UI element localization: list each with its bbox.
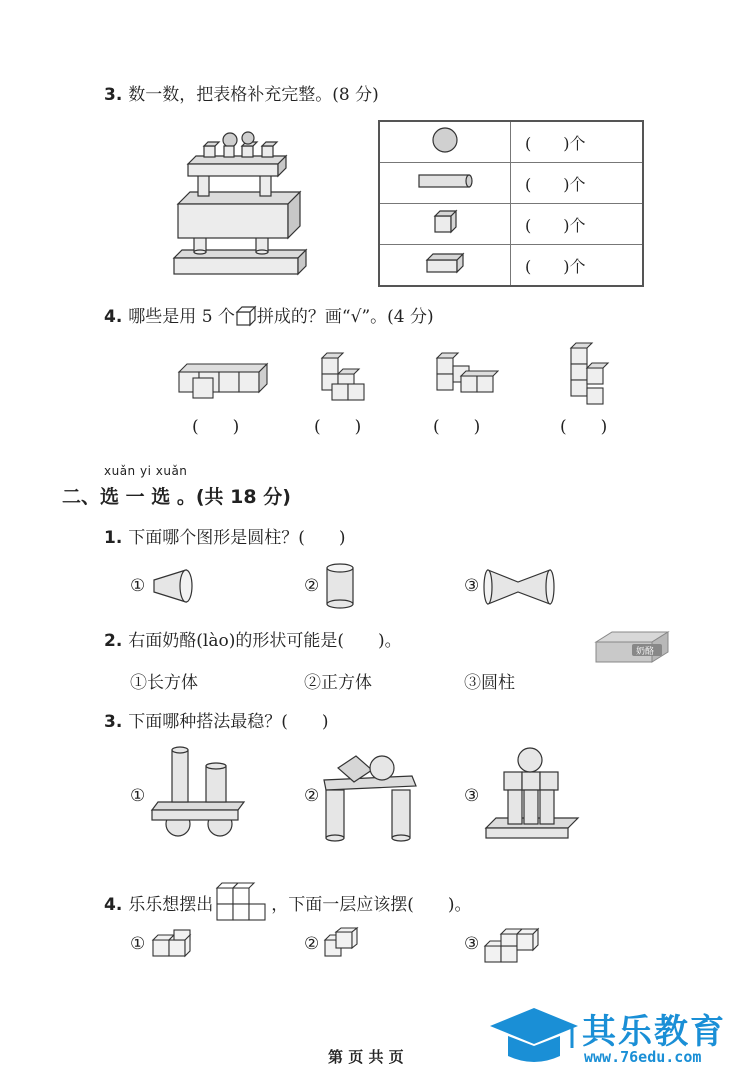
question-text: 数一数，把表格补充完整。(8 分) xyxy=(128,85,379,105)
logo-name: 其乐教育 xyxy=(582,1012,726,1052)
question-1 xyxy=(104,523,346,548)
cube-icon xyxy=(430,207,460,237)
question-text-after: ，下面一层应该摆( )。 xyxy=(271,895,472,915)
count-answer-cell[interactable]: ( )个 xyxy=(511,163,644,204)
block-structure-figure xyxy=(168,128,308,280)
option-3-label[interactable]: ③ xyxy=(464,934,480,954)
option-3-label[interactable]: ③ xyxy=(464,786,480,806)
question-text: 下面哪种搭法最稳？( ) xyxy=(128,712,329,732)
layer-option-3 xyxy=(482,924,542,968)
cylinder-icon xyxy=(415,171,475,191)
question-text-after: 拼成的？画“√”。(4 分) xyxy=(256,307,434,327)
option-2-label[interactable]: ② xyxy=(304,786,320,806)
cone-frustum-shape xyxy=(150,566,200,606)
layer-option-2 xyxy=(322,926,362,962)
question-text-before: 乐乐想摆出 xyxy=(128,895,214,915)
question-3-count xyxy=(104,80,379,105)
option-1-label[interactable]: ① xyxy=(130,576,146,596)
answer-paren[interactable]: ( ) xyxy=(560,417,608,437)
sphere-icon xyxy=(430,125,460,155)
question-text: 下面哪个图形是圆柱？( ) xyxy=(128,528,346,548)
table-row xyxy=(379,204,643,245)
stack-option-1 xyxy=(148,744,248,840)
answer-paren[interactable]: ( ) xyxy=(314,417,362,437)
answer-paren[interactable]: ( ) xyxy=(433,417,481,437)
cube-arrangement-b xyxy=(318,350,368,406)
hourglass-shape xyxy=(482,566,556,608)
question-number: 4. xyxy=(104,895,123,915)
question-4-layer xyxy=(104,876,472,928)
cube-arrangement-c xyxy=(433,348,499,398)
cylinder-cell xyxy=(379,163,511,204)
answer-paren[interactable]: ( ) xyxy=(192,417,240,437)
section-title: 二、选 一 选 。(共 18 分) xyxy=(62,486,291,508)
table-row xyxy=(379,163,643,204)
option-3-label[interactable]: ③ xyxy=(464,576,480,596)
option-2-label[interactable]: ② xyxy=(304,934,320,954)
question-number: 1. xyxy=(104,528,123,548)
cheese-box-image xyxy=(592,628,672,668)
count-answer-cell[interactable]: ( )个 xyxy=(511,121,644,163)
count-answer-cell[interactable]: ( )个 xyxy=(511,204,644,245)
cheese-label: 奶酪 xyxy=(636,647,655,657)
table-row xyxy=(379,121,643,163)
cube-cell xyxy=(379,204,511,245)
question-text-before: 哪些是用 5 个 xyxy=(128,307,235,327)
cuboid-icon xyxy=(423,250,467,276)
graduation-cap-logo-icon xyxy=(482,1000,582,1070)
cuboid-cell xyxy=(379,245,511,287)
question-2 xyxy=(104,626,402,651)
target-structure-icon xyxy=(213,876,271,928)
stack-option-3 xyxy=(482,744,582,840)
option-1-label[interactable]: ① xyxy=(130,934,146,954)
cylinder-shape xyxy=(322,562,358,610)
question-3-stable xyxy=(104,707,329,732)
page-footer: 第 页 共 页 xyxy=(328,1048,404,1066)
section-pinyin: xuǎn yi xuǎn xyxy=(104,464,188,478)
question-number: 3. xyxy=(104,85,123,105)
cube-arrangement-d xyxy=(565,340,615,410)
option-2-label[interactable]: ② xyxy=(304,576,320,596)
count-table xyxy=(378,120,644,287)
option-1-label[interactable]: ① xyxy=(130,786,146,806)
small-cube-icon xyxy=(235,305,257,327)
count-answer-cell[interactable]: ( )个 xyxy=(511,245,644,287)
logo-url: www.76edu.com xyxy=(584,1048,702,1066)
sphere-cell xyxy=(379,121,511,163)
question-number: 3. xyxy=(104,712,123,732)
table-row xyxy=(379,245,643,287)
question-text: 右面奶酪(lào)的形状可能是( )。 xyxy=(128,631,402,651)
layer-option-1 xyxy=(150,926,202,962)
option-1-label[interactable]: ①长方体 xyxy=(130,673,198,693)
question-number: 2. xyxy=(104,631,123,651)
question-number: 4. xyxy=(104,307,123,327)
option-2-label[interactable]: ②正方体 xyxy=(304,673,372,693)
cube-arrangement-a xyxy=(175,360,271,400)
question-4-cubes xyxy=(104,302,434,327)
stack-option-2 xyxy=(320,746,420,842)
option-3-label[interactable]: ③圆柱 xyxy=(464,673,515,693)
